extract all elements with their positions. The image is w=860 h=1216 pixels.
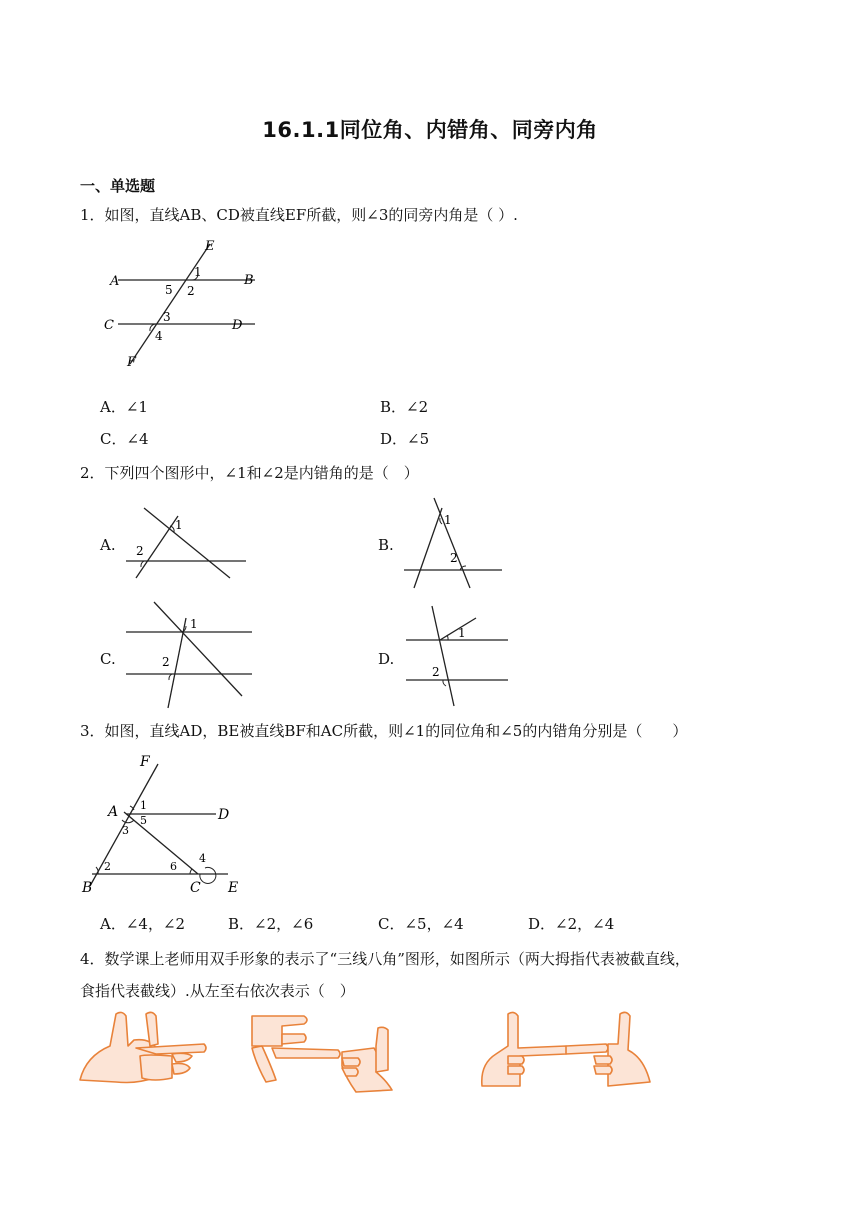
q2-figure-d <box>402 600 510 710</box>
angle-4: 4 <box>155 329 163 343</box>
label-D: D <box>232 318 243 333</box>
question-1-figure <box>100 232 270 372</box>
angle-3: 3 <box>163 310 171 324</box>
label-B: B <box>244 273 254 288</box>
q2-option-a[interactable]: A. <box>100 536 116 554</box>
q2-option-b[interactable]: B. <box>378 536 394 554</box>
question-1-stem: 1．如图，直线AB、CD被直线EF所截，则∠3的同旁内角是（ ）. <box>80 206 518 224</box>
question-4-stem-line-1: 4．数学课上老师用双手形象的表示了“三线八角”图形，如图所示（两大拇指代表被截直线， <box>80 950 690 968</box>
question-2-stem: 2．下列四个图形中，∠1和∠2是内错角的是（ ） <box>80 464 419 482</box>
angle-5: 5 <box>140 814 147 827</box>
label-C: C <box>104 318 114 333</box>
angle-2: 2 <box>136 544 144 558</box>
q2-figure-b <box>400 494 506 590</box>
hand-pair-2 <box>252 1016 392 1092</box>
q1-option-b[interactable]: B．∠2 <box>380 398 429 416</box>
question-3-figure <box>80 748 260 898</box>
angle-3: 3 <box>122 824 129 837</box>
angle-1: 1 <box>194 265 202 279</box>
q2-option-c[interactable]: C. <box>100 650 116 668</box>
q1-option-d[interactable]: D．∠5 <box>380 430 430 448</box>
q2-figure-a <box>122 500 252 582</box>
label-B: B <box>82 880 93 896</box>
q1-option-a[interactable]: A．∠1 <box>100 398 148 416</box>
angle-1: 1 <box>190 617 198 631</box>
angle-2: 2 <box>450 551 458 565</box>
label-A: A <box>108 804 119 820</box>
angle-1: 1 <box>444 513 452 527</box>
label-F: F <box>140 754 150 770</box>
q3-option-b[interactable]: B．∠2，∠6 <box>228 915 314 933</box>
angle-1: 1 <box>458 626 466 640</box>
q2-figure-c <box>122 598 256 710</box>
hand-pair-3 <box>482 1012 650 1086</box>
angle-2: 2 <box>162 655 170 669</box>
angle-1: 1 <box>175 518 183 532</box>
q3-option-c[interactable]: C．∠5，∠4 <box>378 915 464 933</box>
q2-option-d[interactable]: D. <box>378 650 395 668</box>
angle-2: 2 <box>104 860 111 873</box>
label-E: E <box>205 239 215 254</box>
question-3-stem: 3．如图，直线AD，BE被直线BF和AC所截，则∠1的同位角和∠5的内错角分别是（ ） <box>80 722 688 740</box>
angle-1: 1 <box>140 799 147 812</box>
q3-option-d[interactable]: D．∠2，∠4 <box>528 915 615 933</box>
label-A: A <box>110 274 120 289</box>
q1-option-c[interactable]: C．∠4 <box>100 430 149 448</box>
angle-5: 5 <box>165 283 173 297</box>
page-title: 16.1.1同位角、内错角、同旁内角 <box>262 118 598 142</box>
label-F: F <box>127 355 137 370</box>
question-4-stem-line-2: 食指代表截线）.从左至右依次表示（ ） <box>80 982 355 1000</box>
hands-illustration <box>76 1008 656 1094</box>
angle-2: 2 <box>187 284 195 298</box>
angle-2: 2 <box>432 665 440 679</box>
label-C: C <box>190 880 201 896</box>
label-D: D <box>218 807 230 823</box>
angle-6: 6 <box>170 860 177 873</box>
label-E: E <box>228 880 239 896</box>
hand-pair-1 <box>80 1012 206 1082</box>
q3-option-a[interactable]: A．∠4，∠2 <box>100 915 186 933</box>
section-heading: 一、单选题 <box>80 177 156 195</box>
angle-4: 4 <box>199 852 206 865</box>
